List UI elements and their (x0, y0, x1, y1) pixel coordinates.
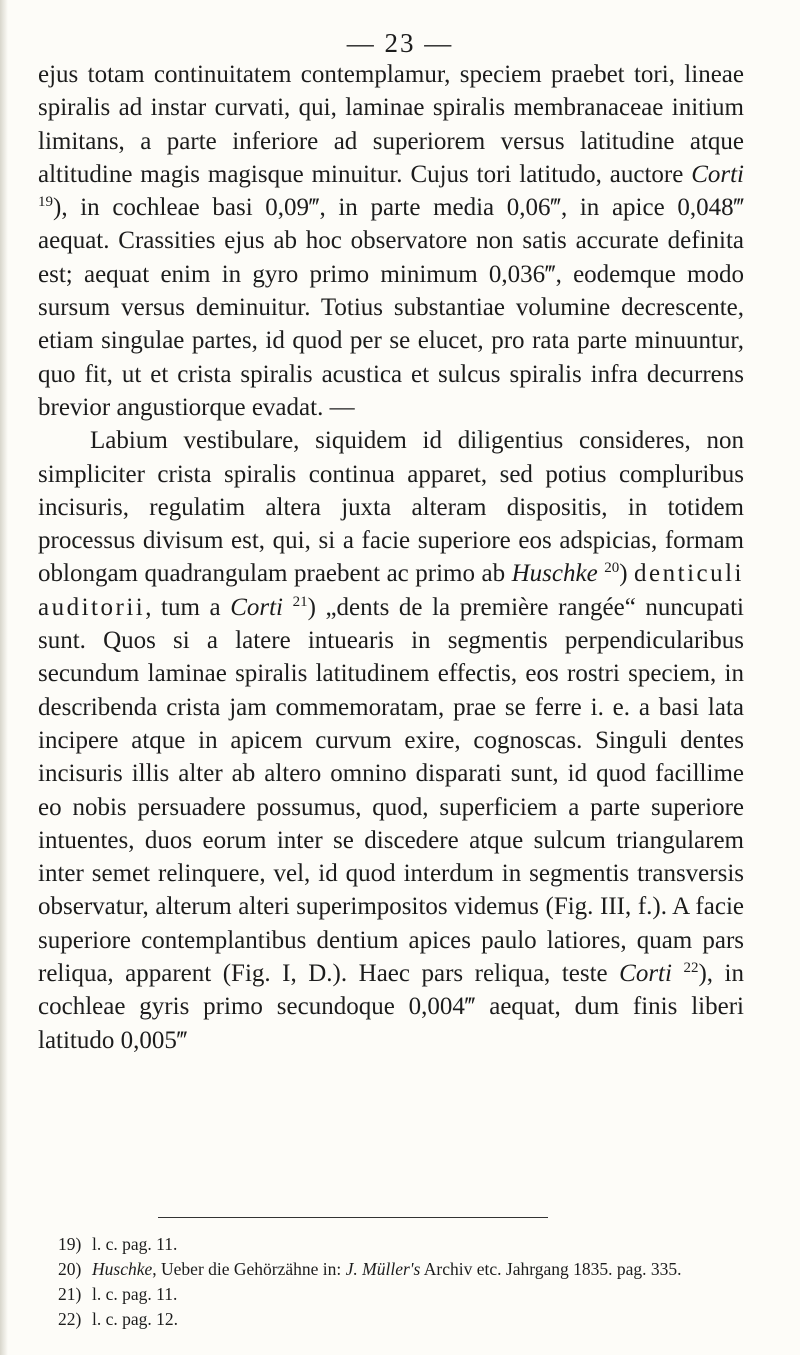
term-denticuli-auditorii: denticuli auditorii (38, 560, 745, 621)
author-huschke: Huschke (511, 560, 598, 588)
footnote-ref-20: 20 (604, 560, 620, 577)
paragraph-1-text-b: ), in cochleae basi 0,09‴, in parte media 0,06‴, in apice 0,048‴ aequat. Crassities ejus ab hoc observatore non satis accurate definita est; aequat enim in gyro primo minimum 0,036‴, eodemque modo sursum versus deminuitur. Totius substantiae volumine decrescente, etiam singulae partes, id quod per se elucet, pro rata parte minuuntur, quo fit, ut et crista spiralis acustica et sulcus spiralis infra decurrens brevior angustiorque evadat. — (38, 194, 744, 421)
footnote-21 (58, 1282, 748, 1307)
main-text (38, 58, 744, 1057)
footnote-text: l. c. pag. 12. (92, 1309, 179, 1329)
paragraph-2-text-e: ), in cochleae gyris primo secundoque 0,004‴ aequat, dum finis liberi latitudo 0,005‴ (38, 960, 744, 1054)
paragraph-2-text-d: ) „dents de la première rangée“ nuncupati sunt. Quos si a latere intuearis in segmentis perpendicularibus secundum laminae spiralis latitudinem effectis, eos rostri speciem, in describenda crista jam commemoratam, prae se ferre i. e. a basi lata incipere atque in apicem curvum exire, cognoscas. Singuli dentes incisuris illis alter ab altero omnino disparati sunt, id quod facillime eo nobis persuadere possumus, quod, superficiem a parte superiore intuentes, duos eorum inter se discedere atque sulcum triangularem inter semet relinquere, vel, id quod interdum in segmentis transversis observatur, alterum alteri superimpositos videmus (Fig. III, f.). A facie superiore contemplantibus dentium apices paulo latiores, quam pars reliqua, apparent (Fig. I, D.). Haec pars reliqua, teste (38, 593, 744, 988)
footnote-author-muller: J. Müller's (345, 1259, 421, 1279)
footnote-ref-22: 22 (683, 960, 699, 977)
footnote-22 (58, 1307, 748, 1332)
author-corti: Corti (619, 960, 672, 988)
footnote-number: 21) (58, 1284, 82, 1304)
paragraph-2-text-c: , tum a (145, 593, 231, 621)
footnote-number: 22) (58, 1309, 82, 1329)
footnote-text: l. c. pag. 11. (92, 1234, 178, 1254)
footnote-number: 19) (58, 1234, 82, 1254)
footnote-20 (58, 1257, 748, 1282)
binding-edge (0, 0, 8, 1355)
paragraph-1 (38, 58, 744, 424)
footnote-19 (58, 1232, 748, 1257)
paragraph-2-text-a: Labium vestibulare, siquidem id diligentius consideres, non simpliciter crista spiralis continua apparet, sed potius compluribus incisuris, regulatim altera juxta alteram dispositis, in totidem processus divisum est, qui, si a facie superiore eos adspicias, formam oblongam quadrangulam praebent ac primo ab (38, 427, 744, 588)
paragraph-1-text-a: ejus totam continuitatem contemplamur, speciem praebet tori, lineae spiralis ad instar curvati, qui, laminae spiralis membranaceae initium limitans, a parte inferiore ad superiorem versus latitudine atque altitudine magis magisque minuitur. Cujus tori latitudo, auctore (38, 61, 744, 188)
paragraph-2-text-b: ) (619, 560, 635, 588)
page-number: — 23 — (346, 28, 454, 58)
author-corti: Corti (230, 593, 283, 621)
footnote-author-huschke: Huschke (92, 1259, 153, 1279)
author-corti: Corti (691, 160, 744, 188)
footnote-number: 20) (58, 1259, 82, 1279)
footnote-ref-21: 21 (292, 593, 308, 610)
footnote-text: , Ueber die Gehörzähne in: (152, 1259, 346, 1279)
footnote-ref-19: 19 (38, 194, 53, 211)
footnote-text: Archiv etc. Jahrgang 1835. pag. 335. (420, 1259, 682, 1279)
paragraph-2 (38, 424, 744, 1057)
footnote-divider (158, 1217, 548, 1218)
footnote-text: l. c. pag. 11. (92, 1284, 178, 1304)
footnotes (58, 1232, 748, 1332)
